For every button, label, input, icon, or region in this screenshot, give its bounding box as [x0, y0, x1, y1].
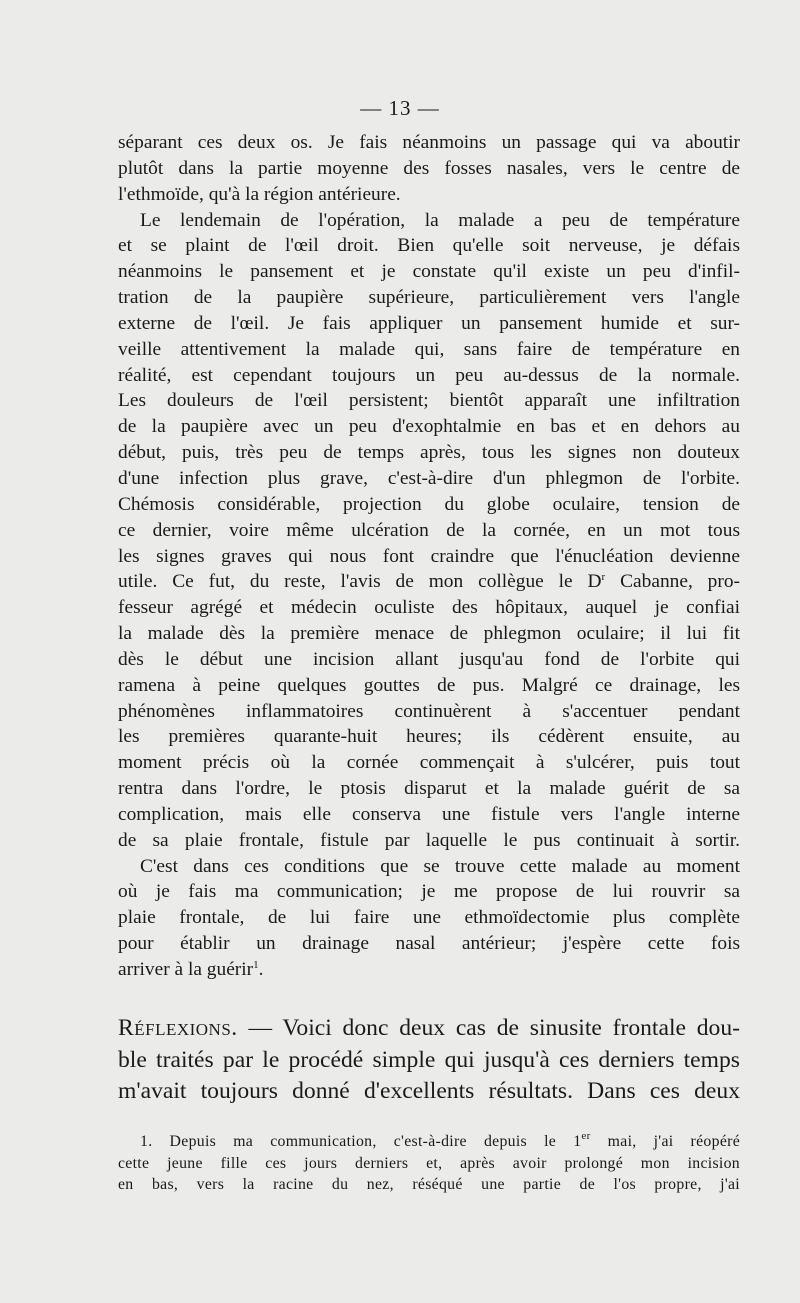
text-line — [118, 208, 740, 234]
text-segment: C'est dans ces conditions que se trouve cette malade au moment — [140, 855, 740, 877]
text-segment: début, puis, très peu de temps après, tous les signes non douteux — [118, 442, 740, 464]
text-line — [118, 182, 740, 208]
text-line — [118, 750, 740, 776]
text-line — [118, 311, 740, 337]
text-segment: où je fais ma communication; je me propose de lui rouvrir sa — [118, 881, 740, 903]
superscript: r — [601, 571, 606, 584]
text-line — [118, 259, 740, 285]
text-segment: les signes graves qui nous font craindre que l'énucléation devienne — [118, 545, 740, 567]
footnote — [118, 1131, 740, 1196]
text-segment: la malade dès la première menace de phlegmon oculaire; il lui fit — [118, 623, 740, 645]
text-segment: réalité, est cependant toujours un peu au-dessus de la normale. — [118, 364, 740, 386]
text-segment: Cabanne, pro- — [605, 571, 740, 593]
text-line — [118, 673, 740, 699]
text-segment: pour établir un drainage nasal antérieur; j'espère cette fois — [118, 933, 740, 955]
text-line — [118, 1131, 740, 1153]
text-line — [118, 285, 740, 311]
text-line — [118, 595, 740, 621]
text-segment: en bas, vers la racine du nez, réséqué une partie de l'os propre, j'ai — [118, 1176, 740, 1193]
text-line — [118, 1174, 740, 1196]
text-segment: moment précis où la cornée commençait à s'ulcérer, puis tout — [118, 752, 740, 774]
text-line — [118, 1153, 740, 1175]
text-line — [118, 466, 740, 492]
text-line — [118, 647, 740, 673]
superscript: er — [581, 1130, 591, 1142]
text-line — [118, 621, 740, 647]
text-segment: ramena à peine quelques gouttes de pus. Malgré ce drainage, les — [118, 674, 740, 696]
text-line — [118, 156, 740, 182]
text-segment: externe de l'œil. Je fais appliquer un pansement humide et sur- — [118, 312, 740, 334]
text-line — [118, 337, 740, 363]
text-segment: Le lendemain de l'opération, la malade a peu de température — [140, 209, 740, 231]
text-line — [118, 931, 740, 957]
text-line — [118, 957, 740, 983]
text-segment: tration de la paupière supérieure, particulièrement vers l'angle — [118, 287, 740, 309]
text-segment: plutôt dans la partie moyenne des fosses nasales, vers le centre de — [118, 157, 740, 179]
text-segment: — Voici donc deux cas de sinusite frontale dou- — [237, 1015, 740, 1041]
text-line: m'avait toujours donné d'excellents résultats. Dans ces deux — [118, 1078, 740, 1104]
text-segment: dès le début une incision allant jusqu'au fond de l'orbite qui — [118, 648, 740, 670]
text-segment: de la paupière avec un peu d'exophtalmie en bas et en dehors au — [118, 416, 740, 438]
text-line — [118, 569, 740, 595]
text-segment: fesseur agrégé et médecin oculiste des hôpitaux, auquel je confiai — [118, 597, 740, 619]
text-segment: veille attentivement la malade qui, sans faire de température en — [118, 338, 740, 360]
text-line — [118, 854, 740, 880]
text-segment: de sa plaie frontale, fistule par laquelle le pus continuait à sortir. — [118, 829, 740, 851]
text-line — [118, 699, 740, 725]
text-line — [118, 492, 740, 518]
text-segment: l'ethmoïde, qu'à la région antérieure. — [118, 183, 401, 205]
text-segment: . — [258, 959, 264, 980]
text-segment: arriver à la guérir — [118, 959, 254, 980]
text-line — [118, 414, 740, 440]
text-segment: séparant ces deux os. Je fais néanmoins un passage qui va aboutir — [118, 132, 740, 153]
text-segment: 1. Depuis ma communication, c'est-à-dire depuis le 1 — [140, 1133, 582, 1150]
text-line — [118, 130, 740, 156]
text-segment: utile. Ce fut, du reste, l'avis de mon collègue le D — [118, 571, 602, 593]
text-line — [118, 440, 740, 466]
text-segment: néanmoins le pansement et je constate qu'il existe un peu d'infil- — [118, 261, 740, 283]
text-segment: mai, j'ai réopéré — [590, 1133, 741, 1150]
text-line — [118, 233, 740, 259]
text-segment: Chémosis considérable, projection du globe oculaire, tension de — [118, 493, 740, 515]
reflexions-paragraph — [118, 1013, 740, 1108]
text-segment: et se plaint de l'œil droit. Bien qu'elle soit nerveuse, je défais — [118, 235, 740, 257]
text-segment: phénomènes inflammatoires continuèrent à s'accentuer pendant — [118, 700, 740, 722]
text-segment: complication, mais elle conserva une fistule vers l'angle interne — [118, 803, 740, 825]
text-line — [118, 724, 740, 750]
text-segment: ce dernier, voire même ulcération de la cornée, en un mot tous — [118, 519, 740, 541]
text-line — [118, 802, 740, 828]
superscript: 1 — [253, 959, 259, 971]
text-line: ble traités par le procédé simple qui jusqu'à ces derniers temps — [118, 1046, 740, 1073]
section-heading: Réflexions. — [118, 1015, 238, 1041]
text-segment: rentra dans l'ordre, le ptosis disparut et la malade guérit de sa — [118, 778, 740, 800]
text-line — [118, 388, 740, 414]
text-line — [118, 544, 740, 570]
text-line — [118, 905, 740, 931]
text-line — [118, 879, 740, 905]
text-segment: d'une infection plus grave, c'est-à-dire d'un phlegmon de l'orbite. — [118, 467, 740, 489]
body-text — [118, 130, 740, 983]
text-segment: Les douleurs de l'œil persistent; bientôt apparaît une infiltration — [118, 390, 740, 412]
text-segment: les premières quarante-huit heures; ils cédèrent ensuite, au — [118, 726, 740, 748]
text-line — [118, 776, 740, 802]
text-line — [118, 828, 740, 854]
page-number: — 13 — — [360, 96, 440, 120]
text-line — [118, 518, 740, 544]
text-segment: cette jeune fille ces jours derniers et, après avoir prolongé mon incision — [118, 1154, 740, 1172]
text-line — [118, 363, 740, 389]
text-line — [118, 1013, 740, 1045]
text-segment: plaie frontale, de lui faire une ethmoïdectomie plus complète — [118, 907, 740, 929]
